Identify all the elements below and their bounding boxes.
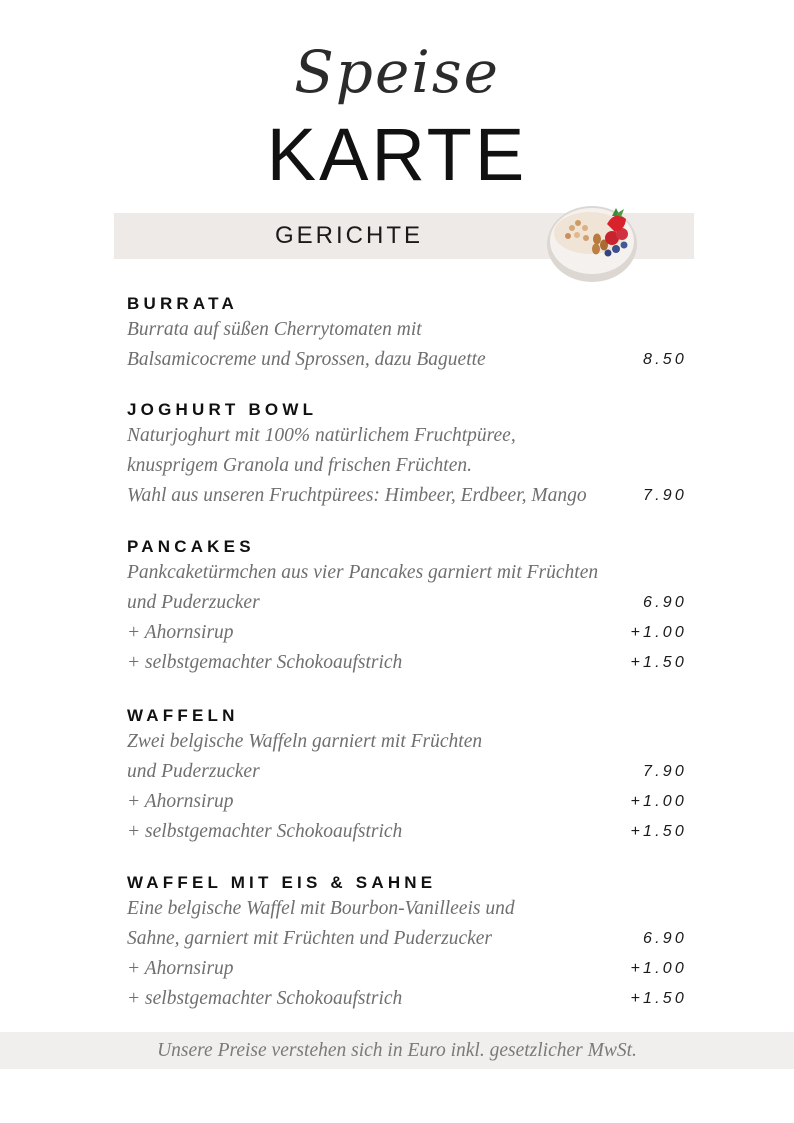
menu-item-name: WAFFELN [127, 706, 239, 725]
menu-item-description: Sahne, garniert mit Früchten und Puderzucker [127, 928, 493, 949]
menu-item-line [127, 451, 687, 481]
menu-item-line [127, 421, 687, 451]
menu-item-line [127, 787, 687, 817]
menu-item-description: Wahl aus unseren Fruchtpürees: Himbeer, Erdbeer, Mango [127, 485, 587, 506]
menu-item-description: + selbstgemachter Schokoaufstrich [127, 821, 403, 842]
menu-item-line [127, 924, 687, 954]
menu-item [127, 399, 687, 511]
menu-item-line [127, 558, 687, 588]
menu-item-price: 8.50 [643, 351, 687, 368]
menu-item [127, 872, 687, 1014]
menu-item-line [127, 481, 687, 511]
menu-item-price: 6.90 [643, 594, 687, 611]
menu-item-price: +1.00 [630, 793, 687, 810]
menu-item-description: + selbstgemachter Schokoaufstrich [127, 652, 403, 673]
menu-item-line [127, 345, 687, 375]
menu-item-price: +1.50 [630, 990, 687, 1007]
menu-item-description: Eine belgische Waffel mit Bourbon-Vanilleeis und [127, 898, 515, 919]
menu-item-description: Zwei belgische Waffeln garniert mit Früchten [127, 731, 483, 752]
menu-item-price: +1.50 [630, 823, 687, 840]
menu-item-description: Pankcaketürmchen aus vier Pancakes garniert mit Früchten [127, 562, 599, 583]
menu-item-name: WAFFEL MIT EIS & SAHNE [127, 873, 437, 892]
menu-item [127, 705, 687, 847]
menu-item-line [127, 315, 687, 345]
menu-item-description: + Ahornsirup [127, 958, 234, 979]
menu-item-price: 6.90 [643, 930, 687, 947]
page-title: KARTE [266, 113, 528, 196]
menu-item-description: knusprigem Granola und frischen Früchten. [127, 455, 473, 476]
menu-item-line [127, 984, 687, 1014]
section-title: GERICHTE [274, 222, 423, 249]
menu-item-line [127, 954, 687, 984]
menu-item-description: Balsamicocreme und Sprossen, dazu Baguette [127, 349, 486, 370]
menu-item-line [127, 757, 687, 787]
menu-item-description: und Puderzucker [127, 592, 260, 613]
yogurt-bowl-icon [544, 194, 640, 284]
menu-item-name: JOGHURT BOWL [127, 400, 318, 419]
menu-item-description: Naturjoghurt mit 100% natürlichem Fruchtpüree, [127, 425, 516, 446]
menu-item-description: + Ahornsirup [127, 791, 234, 812]
script-title: Speise [294, 38, 500, 106]
menu-item-price: 7.90 [643, 487, 687, 504]
menu-item-price: +1.00 [630, 960, 687, 977]
menu-item-price: 7.90 [643, 763, 687, 780]
footer-note: Unsere Preise verstehen sich in Euro inkl. gesetzlicher MwSt. [157, 1040, 637, 1061]
menu-item-line [127, 894, 687, 924]
menu-item-line [127, 817, 687, 847]
menu-item [127, 293, 687, 375]
menu-item-line [127, 588, 687, 618]
menu-item-name: PANCAKES [127, 537, 255, 556]
menu-item-price: +1.00 [630, 624, 687, 641]
menu-item-line [127, 618, 687, 648]
menu-item [127, 536, 687, 678]
menu-item-description: + Ahornsirup [127, 622, 234, 643]
menu-item-description: + selbstgemachter Schokoaufstrich [127, 988, 403, 1009]
menu-item-price: +1.50 [630, 654, 687, 671]
menu-item-name: BURRATA [127, 294, 238, 313]
menu-item-line [127, 727, 687, 757]
menu-item-description: und Puderzucker [127, 761, 260, 782]
menu-item-line [127, 648, 687, 678]
menu-item-description: Burrata auf süßen Cherrytomaten mit [127, 319, 422, 340]
